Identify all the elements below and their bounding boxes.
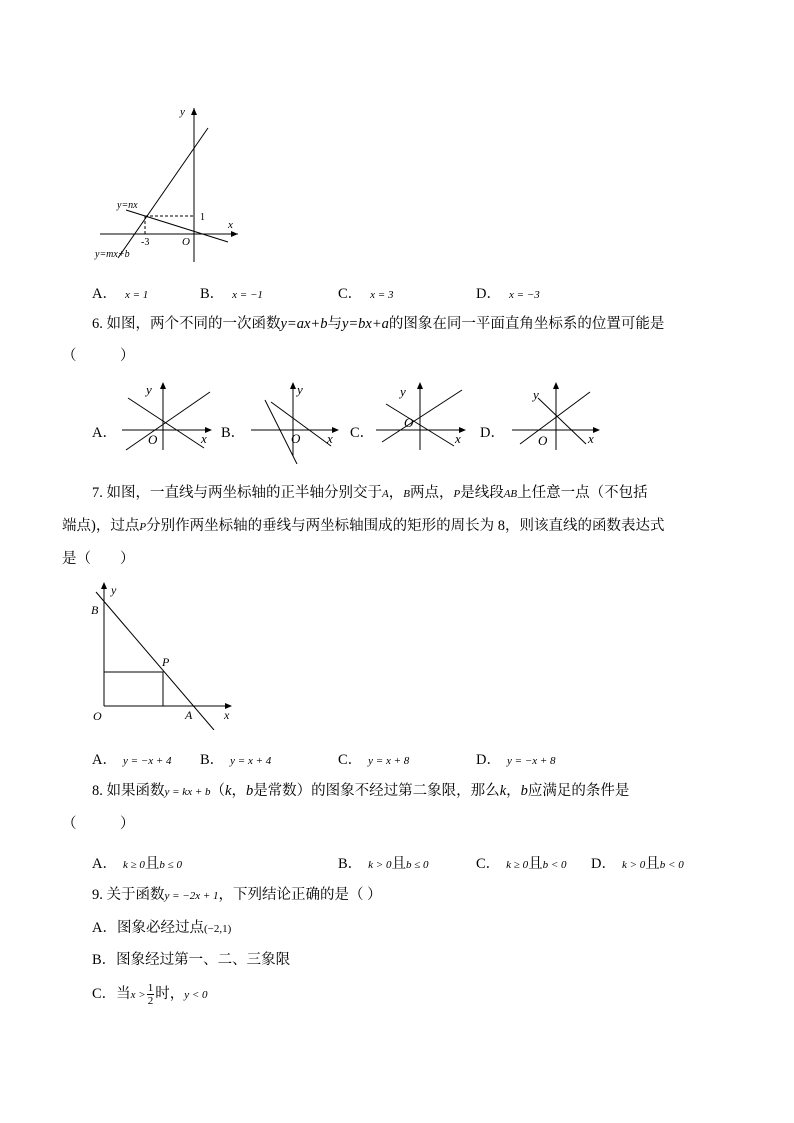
q9-text-1: 关于函数: [106, 887, 165, 903]
q6-option-a-graph[interactable]: [118, 380, 218, 452]
graph-origin-label: O: [538, 433, 548, 448]
fig7-o-label: O: [93, 709, 102, 723]
option-math-1: k > 0: [368, 859, 392, 871]
q9-text-2: ，下列结论正确的是（ ）: [218, 887, 382, 903]
q5-figure: [90, 100, 250, 268]
q7-point-a: A: [382, 488, 389, 500]
q6-stem: [92, 312, 664, 333]
option-math: x = −3: [508, 289, 540, 301]
fig5-x-arrow: [231, 231, 238, 237]
q7-option-d[interactable]: [476, 748, 556, 769]
q7-option-b[interactable]: [200, 748, 271, 769]
q6-option-c-graph[interactable]: [372, 380, 472, 452]
q6-option-d-graph[interactable]: [508, 380, 608, 452]
fig7-p-label: P: [162, 655, 170, 669]
q8-text-4: 应满足的条件是: [527, 783, 630, 799]
q8-b: b: [520, 783, 528, 799]
option-letter: A．: [92, 286, 117, 302]
question-number: 9.: [92, 887, 103, 903]
graph-origin-label: O: [291, 431, 301, 446]
question-number: 6.: [92, 316, 103, 332]
fraction-numerator: 1: [147, 982, 154, 995]
q8-option-b[interactable]: [338, 852, 429, 873]
option-math: y = −x + 8: [506, 755, 556, 767]
option-and: 且: [391, 856, 406, 872]
q7-text-4: 上任意一点（不包括: [517, 485, 648, 501]
q9-option-c[interactable]: [92, 982, 208, 1007]
q6-text-3: 的图象在同一平面直角坐标系的位置可能是: [388, 316, 665, 332]
graph-y-label: y: [533, 387, 539, 402]
fig5-y-label: y: [180, 106, 185, 118]
fig5-one-label: 1: [200, 212, 205, 223]
option-math: x = −1: [232, 289, 263, 301]
q5-option-d[interactable]: [476, 282, 540, 303]
q6-func-1: y=ax+b: [280, 316, 328, 332]
q5-option-a[interactable]: [92, 282, 148, 303]
q7-sep: ，: [388, 485, 404, 501]
option-letter: B．: [338, 856, 363, 872]
fig7-a-label: A: [185, 708, 193, 722]
option-math: y = x + 4: [230, 755, 272, 767]
q6-option-c-letter[interactable]: C．: [350, 425, 375, 441]
q9-stem: [92, 883, 382, 904]
q8-k: k: [499, 783, 507, 799]
q6-option-d-letter[interactable]: D．: [480, 425, 505, 441]
option-letter: D．: [591, 856, 616, 872]
option-letter: C．: [338, 286, 363, 302]
q6-option-b-letter[interactable]: B．: [221, 425, 246, 441]
option-math: y = −x + 4: [122, 755, 172, 767]
option-letter: C．: [338, 752, 363, 768]
q6-text-2: 与: [327, 316, 342, 332]
q6-text-1: 如图，两个不同的一次函数: [106, 316, 281, 332]
option-math: y = x + 8: [368, 755, 410, 767]
q7-rectangle: [104, 672, 163, 706]
q7-point-p: P: [139, 521, 147, 533]
fig7-b-label: B: [91, 603, 99, 617]
q9-option-a[interactable]: [92, 916, 231, 937]
fig5-origin-label: O: [182, 236, 190, 248]
option-math-y: y < 0: [184, 989, 208, 1001]
q7-option-a[interactable]: [92, 748, 172, 769]
option-math: (−2,1): [203, 923, 232, 935]
q7-text-2: 两点，: [409, 485, 454, 501]
fig5-x-label: x: [228, 219, 233, 231]
q7-point-p: P: [453, 488, 461, 500]
q8-text-3: 是常数）的图象不经过第二象限，那么: [253, 783, 500, 799]
graph-x-label: x: [588, 431, 594, 446]
q6-answer-paren: （ ）: [62, 348, 135, 364]
q8-func: y = kx + b: [164, 786, 211, 798]
fig7-y-label: y: [111, 583, 117, 597]
option-math: x = 1: [124, 289, 149, 301]
q7-stem-line-2: [62, 514, 664, 535]
option-letter: A．: [92, 856, 117, 872]
option-letter: B．: [92, 952, 117, 968]
option-math-2: b ≤ 0: [405, 859, 429, 871]
graph-x-label: x: [201, 431, 207, 446]
q8-comma: ，: [231, 783, 246, 799]
option-math-2: b < 0: [659, 859, 684, 871]
option-math-x: x >: [130, 989, 146, 1001]
option-text: 图象必经过点: [116, 920, 204, 936]
q6-option-a-letter[interactable]: A．: [92, 425, 117, 441]
q7-stem-line-1: [92, 481, 648, 502]
q5-option-b[interactable]: [200, 282, 263, 303]
option-letter: C．: [476, 856, 501, 872]
option-math: x = 3: [370, 289, 394, 301]
option-letter: D．: [476, 752, 501, 768]
graph-origin-label: O: [404, 415, 414, 430]
q7-point-b: B: [403, 488, 410, 500]
option-letter: B．: [200, 752, 225, 768]
q8-text-1: 如果函数: [106, 783, 165, 799]
graph-x-label: x: [455, 431, 461, 446]
question-number: 8.: [92, 783, 103, 799]
q8-answer-paren: （ ）: [62, 816, 135, 832]
q8-stem: [92, 779, 629, 800]
option-math-1: k ≥ 0: [122, 859, 145, 871]
q7-stem-line-3: 是（ ）: [62, 551, 135, 567]
option-letter: A．: [92, 920, 117, 936]
q8-option-a[interactable]: [92, 852, 182, 873]
option-letter: B．: [200, 286, 225, 302]
option-letter: C．: [92, 986, 117, 1002]
q6-func-2: y=bx+a: [341, 316, 389, 332]
q9-option-b[interactable]: [92, 948, 290, 969]
q8-comma: ，: [506, 783, 521, 799]
option-math-2: b < 0: [542, 859, 567, 871]
q7-text-6: 分别作两坐标轴的垂线与两坐标轴围成的矩形的周长为 8，则该直线的函数表达式: [146, 518, 665, 534]
option-letter: A．: [92, 752, 117, 768]
option-and: 且: [144, 856, 160, 872]
q6-option-b-graph[interactable]: [247, 380, 347, 464]
q8-b: b: [245, 783, 254, 799]
q9-func: y = −2x + 1: [164, 890, 219, 902]
option-and: 且: [645, 856, 660, 872]
option-math-1: k > 0: [621, 859, 646, 871]
graph-x-label: x: [327, 431, 333, 446]
question-number: 7.: [92, 485, 103, 501]
q8-k: k: [225, 783, 232, 799]
q7-option-c[interactable]: [338, 748, 409, 769]
fig7-x-label: x: [224, 708, 230, 722]
option-text: 图象经过第一、二、三象限: [116, 952, 291, 968]
q7-text-1: 如图，一直线与两坐标轴的正半轴分别交于: [106, 485, 382, 501]
fraction-denominator: 2: [147, 995, 154, 1008]
fig5-nx-label: y=nx: [117, 200, 138, 211]
option-text-2: 时，: [155, 986, 185, 1002]
fig5-y-arrow: [191, 108, 197, 115]
graph-origin-label: O: [148, 432, 158, 447]
option-letter: D．: [476, 286, 501, 302]
q7-figure: [88, 580, 248, 730]
q7-text-5: 端点)，过点: [62, 518, 140, 534]
option-math-1: k ≥ 0: [506, 859, 529, 871]
option-math-2: b ≤ 0: [159, 859, 182, 871]
fig5-neg3-label: -3: [141, 237, 150, 248]
q5-option-c[interactable]: [338, 282, 393, 303]
graph-y-label: y: [297, 382, 303, 397]
q7-line-ab: [96, 592, 214, 730]
option-and: 且: [528, 856, 543, 872]
q8-option-d[interactable]: [591, 852, 684, 873]
fig5-mxb-label: y=mx+b: [95, 249, 130, 260]
q8-option-c[interactable]: [476, 852, 567, 873]
fraction-one-half: [147, 982, 155, 1007]
q7-segment-ab: AB: [503, 488, 518, 500]
graph-y-label: y: [146, 382, 152, 397]
q8-text-2: （: [210, 783, 225, 799]
graph-y-label: y: [400, 384, 406, 399]
option-text-1: 当: [116, 986, 131, 1002]
q7-text-3: 是线段: [460, 485, 504, 501]
